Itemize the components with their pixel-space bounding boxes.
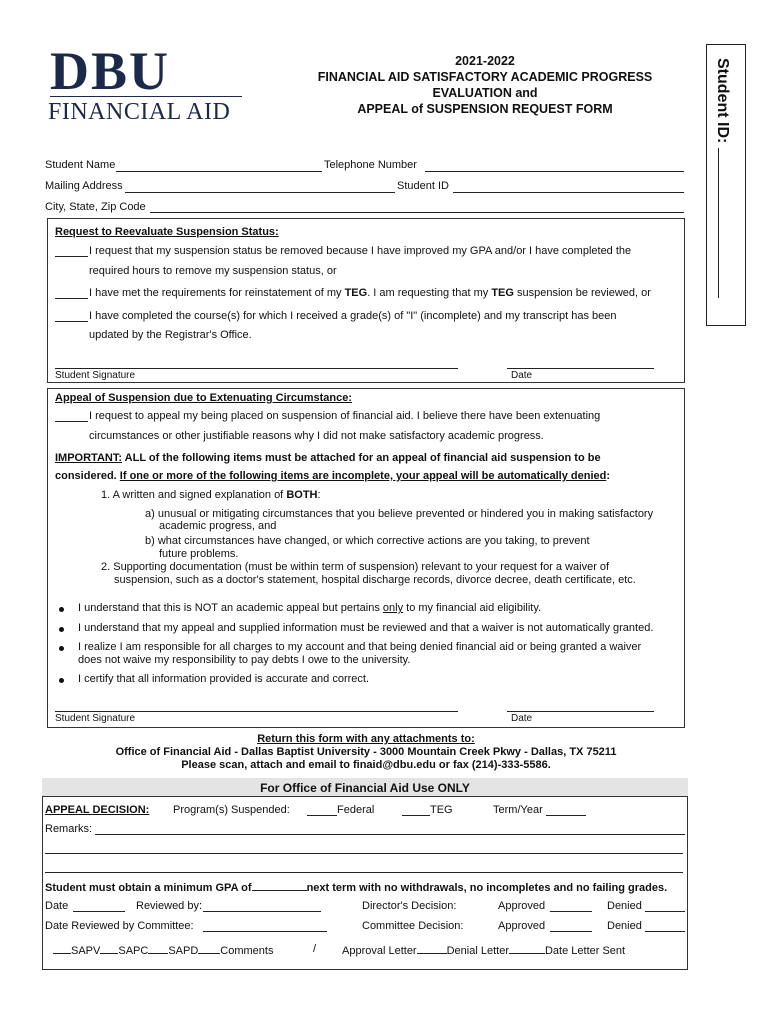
appeal-option-cont: circumstances or other justifiable reasons why I did not make satisfactory academic progress. xyxy=(89,430,544,442)
date-letter-sent-label: Date Letter Sent xyxy=(544,945,626,957)
appeal-date-line[interactable] xyxy=(507,711,654,712)
approval-letter-blank[interactable] xyxy=(417,943,447,954)
comments-label: Comments xyxy=(220,945,274,957)
committee-denied-label: Denied xyxy=(607,920,642,932)
return-instructions xyxy=(47,733,685,772)
reeval-signature-label: Student Signature xyxy=(55,370,136,381)
reeval-date-label: Date xyxy=(511,370,533,381)
city-state-zip-label: City, State, Zip Code xyxy=(45,201,146,213)
sapv-label: SAPV xyxy=(71,945,101,957)
sapd-blank[interactable] xyxy=(148,943,168,954)
bullet-3 xyxy=(59,646,64,651)
letter-separator: / xyxy=(313,943,317,955)
appeal-option-text: I request to appeal my being placed on suspension of financial aid. I believe there have been extenuating xyxy=(89,410,601,422)
sapc-blank[interactable] xyxy=(100,943,118,954)
committee-denied-field[interactable] xyxy=(645,931,685,932)
reviewed-by-label: Reviewed by: xyxy=(136,900,203,912)
reviewed-by-field[interactable] xyxy=(203,911,321,912)
federal-blank[interactable] xyxy=(307,815,337,816)
header-title-2: EVALUATION and xyxy=(432,86,538,100)
committee-approved-field[interactable] xyxy=(550,931,592,932)
header-title-1: FINANCIAL AID SATISFACTORY ACADEMIC PROGRESS xyxy=(317,70,653,84)
committee-decision-label: Committee Decision: xyxy=(362,920,464,932)
requirement-2-cont: suspension, such as a doctor's statement, hospital discharge records, divorce decree, death certificate, etc. xyxy=(114,574,636,586)
student-id-side-label xyxy=(713,58,733,298)
federal-label: Federal xyxy=(337,804,375,816)
acknowledgement-3-cont: does not waive my responsibility to pay debts I owe to the university. xyxy=(78,654,411,666)
committee-approved-label: Approved xyxy=(498,920,546,932)
appeal-decision-label: APPEAL DECISION: xyxy=(45,804,150,816)
director-approved-field[interactable] xyxy=(550,911,592,912)
date-field[interactable] xyxy=(73,911,125,912)
return-contact: Please scan, attach and email to finaid@dbu.edu or fax (214)-333-5586. xyxy=(181,759,551,771)
bullet-1 xyxy=(59,607,64,612)
director-denied-label: Denied xyxy=(607,900,642,912)
office-use-title: For Office of Financial Aid Use ONLY xyxy=(260,781,470,795)
dbu-logo-wordmark: DBU xyxy=(50,41,171,101)
reeval-option3-blank[interactable] xyxy=(55,321,88,322)
comments-blank[interactable] xyxy=(198,943,220,954)
city-state-zip-field[interactable] xyxy=(150,212,684,213)
remarks-line-2[interactable] xyxy=(45,853,683,854)
date-label: Date xyxy=(45,900,69,912)
appeal-date-label: Date xyxy=(511,713,533,724)
directors-decision-label: Director's Decision: xyxy=(362,900,457,912)
reeval-option1-blank[interactable] xyxy=(55,256,88,257)
acknowledgement-1: I understand that this is NOT an academic appeal but pertains only to my financial aid eligibility. xyxy=(78,602,542,614)
appeal-option-blank[interactable] xyxy=(55,421,88,422)
requirement-1a-cont: academic progress, and xyxy=(159,520,277,532)
gpa-field[interactable] xyxy=(252,880,307,891)
teg-label: TEG xyxy=(430,804,453,816)
form-header xyxy=(290,53,680,117)
requirement-1b-cont: future problems. xyxy=(159,548,239,560)
bullet-4 xyxy=(59,678,64,683)
requirement-1a: a) unusual or mitigating circumstances that you believe prevented or hindered you in making satisfactory xyxy=(145,508,654,520)
header-title-3: APPEAL of SUSPENSION REQUEST FORM xyxy=(357,102,613,116)
student-id-field[interactable] xyxy=(453,192,684,193)
telephone-field[interactable] xyxy=(425,171,684,172)
important-notice-1: IMPORTANT: ALL of the following items must be attached for an appeal of financial aid suspension to be xyxy=(55,452,601,464)
telephone-label: Telephone Number xyxy=(324,159,417,171)
bullet-2 xyxy=(59,627,64,632)
denial-letter-label: Denial Letter xyxy=(446,945,509,957)
mailing-address-label: Mailing Address xyxy=(45,180,123,192)
director-approved-label: Approved xyxy=(498,900,546,912)
date-reviewed-committee-label: Date Reviewed by Committee: xyxy=(45,920,194,932)
sapd-label: SAPD xyxy=(168,945,199,957)
reeval-option2-text: I have met the requirements for reinstatement of my TEG. I am requesting that my TEG suspension be reviewed, or xyxy=(89,287,651,299)
appeal-signature-label: Student Signature xyxy=(55,713,136,724)
reeval-option3-cont: updated by the Registrar's Office. xyxy=(89,329,252,341)
remarks-label: Remarks: xyxy=(45,823,93,835)
appeal-title: Appeal of Suspension due to Extenuating Circumstance: xyxy=(55,392,353,404)
requirement-1b: b) what circumstances have changed, or which corrective actions are you taking, to prevent xyxy=(145,535,590,547)
header-year: 2021-2022 xyxy=(455,54,515,68)
reevaluate-section xyxy=(47,218,685,383)
reeval-date-line[interactable] xyxy=(507,368,654,369)
reevaluate-title: Request to Reevaluate Suspension Status: xyxy=(55,226,279,238)
gpa-requirement: Student must obtain a minimum GPA of next term with no withdrawals, no incompletes and no failing grades. xyxy=(45,882,668,894)
reeval-option2-blank[interactable] xyxy=(55,298,88,299)
appeal-signature-line[interactable] xyxy=(55,711,458,712)
reeval-option3-text: I have completed the course(s) for which I received a grade(s) of "I" (incomplete) and my transcript has been xyxy=(89,310,617,322)
director-denied-field[interactable] xyxy=(645,911,685,912)
sapv-blank[interactable] xyxy=(53,943,71,954)
remarks-line-3[interactable] xyxy=(45,872,683,873)
remarks-line-1[interactable] xyxy=(95,834,685,835)
student-name-label: Student Name xyxy=(45,159,116,171)
reeval-option1-cont: required hours to remove my suspension status, or xyxy=(89,265,337,277)
logo-rule xyxy=(50,96,242,97)
date-reviewed-committee-field[interactable] xyxy=(203,931,327,932)
term-year-label: Term/Year xyxy=(493,804,543,816)
denial-letter-blank[interactable] xyxy=(509,943,545,954)
return-address: Office of Financial Aid - Dallas Baptist University - 3000 Mountain Creek Pkwy - Dallas, TX 75211 xyxy=(115,746,617,758)
student-name-field[interactable] xyxy=(116,171,322,172)
reeval-signature-line[interactable] xyxy=(55,368,458,369)
dbu-logo-subtitle: FINANCIAL AID xyxy=(48,99,231,125)
return-heading: Return this form with any attachments to: xyxy=(257,733,475,745)
approval-letter-label: Approval Letter xyxy=(342,945,417,957)
mailing-address-field[interactable] xyxy=(125,192,395,193)
programs-suspended-label: Program(s) Suspended: xyxy=(173,804,290,816)
requirement-1: 1. A written and signed explanation of BOTH: xyxy=(101,489,321,501)
requirement-2: 2. Supporting documentation (must be within term of suspension) relevant to your request for a waiver of xyxy=(101,561,610,573)
student-id-side-text: Student ID: xyxy=(714,58,731,144)
term-year-field[interactable] xyxy=(546,815,586,816)
student-id-side-field[interactable] xyxy=(718,148,733,298)
reeval-option1-text: I request that my suspension status be removed because I have improved my GPA and/or I have completed the xyxy=(89,245,632,257)
sapc-label: SAPC xyxy=(118,945,149,957)
important-notice-2: considered. If one or more of the following items are incomplete, your appeal will be automatically denied: xyxy=(55,470,611,482)
acknowledgement-4: I certify that all information provided is accurate and correct. xyxy=(78,673,370,685)
acknowledgement-3: I realize I am responsible for all charges to my account and that being denied financial aid or being granted a waiver xyxy=(78,641,642,653)
acknowledgement-2: I understand that my appeal and supplied information must be reviewed and that a waiver is not automatically granted. xyxy=(78,622,654,634)
teg-blank[interactable] xyxy=(402,815,430,816)
letters-row xyxy=(342,943,625,957)
student-id-label: Student ID xyxy=(397,180,449,192)
letter-codes-row xyxy=(53,943,273,957)
